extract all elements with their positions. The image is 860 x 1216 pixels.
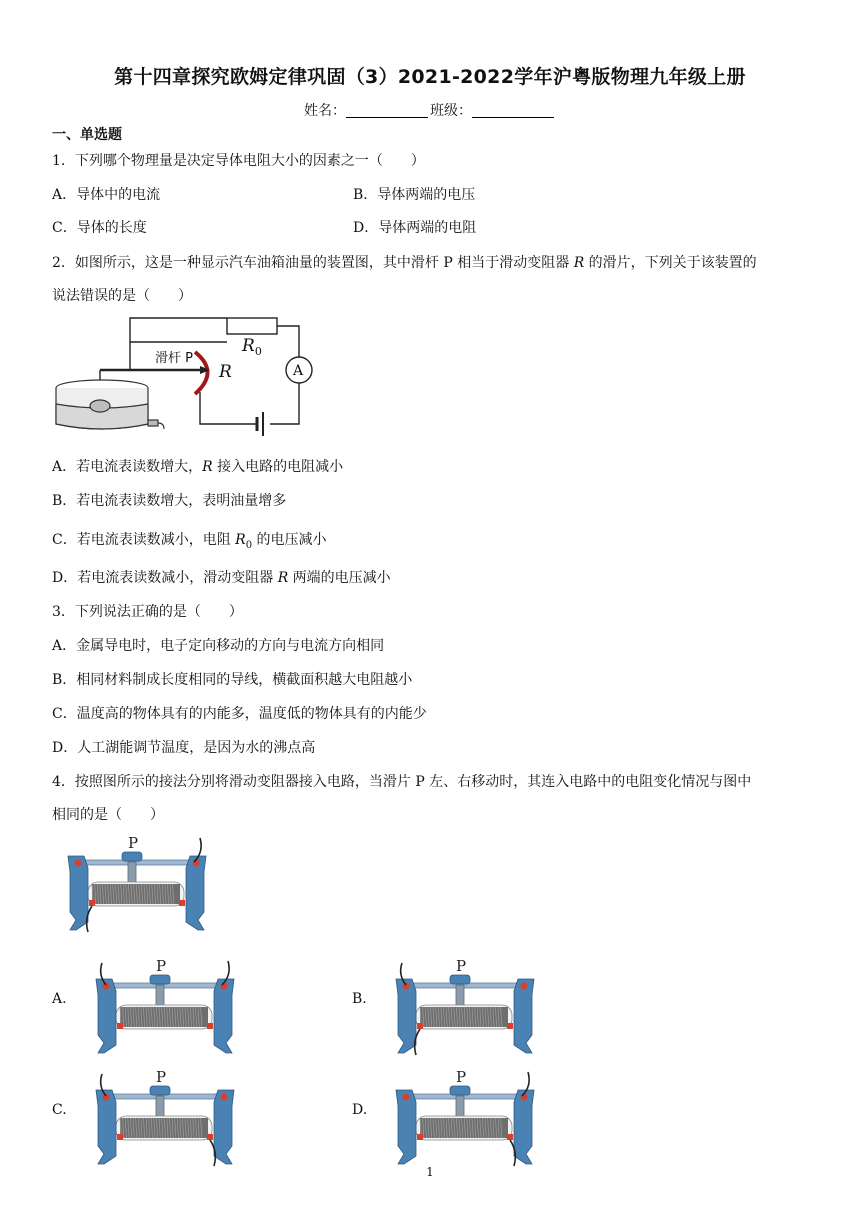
q2-option-a[interactable]: A．若电流表读数增大，R 接入电路的电阻减小 bbox=[52, 459, 344, 475]
student-info-line bbox=[0, 100, 860, 120]
q4-stem-line1: 4．按照图所示的接法分别将滑动变阻器接入电路，当滑片 P 左、右移动时，其连入电路中的电阻变化情况与图中 bbox=[52, 774, 752, 790]
page-number: 1 bbox=[426, 1165, 434, 1179]
q4-option-b-label[interactable]: B. bbox=[352, 991, 367, 1007]
q1-option-d[interactable]: D．导体两端的电阻 bbox=[353, 220, 477, 236]
q4-reference-rheostat bbox=[48, 832, 213, 942]
q3-option-c[interactable]: C．温度高的物体具有的内能多，温度低的物体具有的内能少 bbox=[52, 706, 427, 722]
slider-p-label: P bbox=[156, 1068, 167, 1086]
q4-option-d-label[interactable]: D. bbox=[352, 1102, 368, 1118]
class-label: 班级： bbox=[430, 103, 472, 119]
q2-stem-line1: 2．如图所示，这是一种显示汽车油箱油量的装置图，其中滑杆 P 相当于滑动变阻器 R 的滑片，下列关于该装置的 bbox=[52, 255, 757, 271]
q3-option-a[interactable]: A．金属导电时，电子定向移动的方向与电流方向相同 bbox=[52, 638, 385, 654]
q2-option-d[interactable]: D．若电流表读数减小，滑动变阻器 R 两端的电压减小 bbox=[52, 570, 391, 586]
page-title: 第十四章探究欧姆定律巩固（3）2021-2022学年沪粤版物理九年级上册 bbox=[114, 66, 746, 88]
q2-option-c[interactable]: C．若电流表读数减小，电阻 $R_0$ 的电压减小 bbox=[52, 532, 327, 551]
slider-p-label: P bbox=[456, 1068, 467, 1086]
ammeter-label: A bbox=[293, 363, 304, 379]
q4-option-c-rheostat[interactable] bbox=[76, 1066, 241, 1176]
r0-subscript: 0 bbox=[254, 345, 262, 358]
section-title: 一、单选题 bbox=[52, 127, 122, 143]
slider-p-label: 滑杆 P bbox=[155, 351, 193, 366]
q1-option-a[interactable]: A．导体中的电流 bbox=[52, 187, 161, 203]
fuel-gauge-circuit-figure bbox=[52, 312, 322, 442]
q4-option-d-rheostat[interactable] bbox=[376, 1066, 541, 1176]
q1-option-c[interactable]: C．导体的长度 bbox=[52, 220, 147, 236]
q4-option-a-label[interactable]: A. bbox=[52, 991, 67, 1007]
q2-option-b[interactable]: B．若电流表读数增大，表明油量增多 bbox=[52, 493, 287, 509]
name-label: 姓名： bbox=[304, 103, 346, 119]
q3-option-b[interactable]: B．相同材料制成长度相同的导线，横截面积越大电阻越小 bbox=[52, 672, 413, 688]
slider-p-label: P bbox=[456, 957, 467, 975]
class-blank[interactable] bbox=[472, 103, 554, 118]
q4-stem-line2: 相同的是（ ） bbox=[52, 807, 164, 823]
svg-text:R0 bbox=[241, 336, 262, 358]
q4-option-c-label[interactable]: C. bbox=[52, 1102, 67, 1118]
resistor-r-label: R bbox=[219, 362, 232, 382]
q1-stem: 1．下列哪个物理量是决定导体电阻大小的因素之一（ ） bbox=[52, 153, 425, 169]
q1-option-b[interactable]: B．导体两端的电压 bbox=[353, 187, 476, 203]
q4-option-a-rheostat[interactable] bbox=[76, 955, 241, 1065]
slider-p-label: P bbox=[128, 834, 139, 852]
q2-stem-line2: 说法错误的是（ ） bbox=[52, 288, 192, 304]
r0-label: R bbox=[242, 336, 255, 356]
q3-stem: 3．下列说法正确的是（ ） bbox=[52, 604, 243, 620]
q3-option-d[interactable]: D．人工湖能调节温度，是因为水的沸点高 bbox=[52, 740, 316, 756]
name-blank[interactable] bbox=[346, 103, 428, 118]
slider-p-label: P bbox=[156, 957, 167, 975]
q4-option-b-rheostat[interactable] bbox=[376, 955, 541, 1065]
